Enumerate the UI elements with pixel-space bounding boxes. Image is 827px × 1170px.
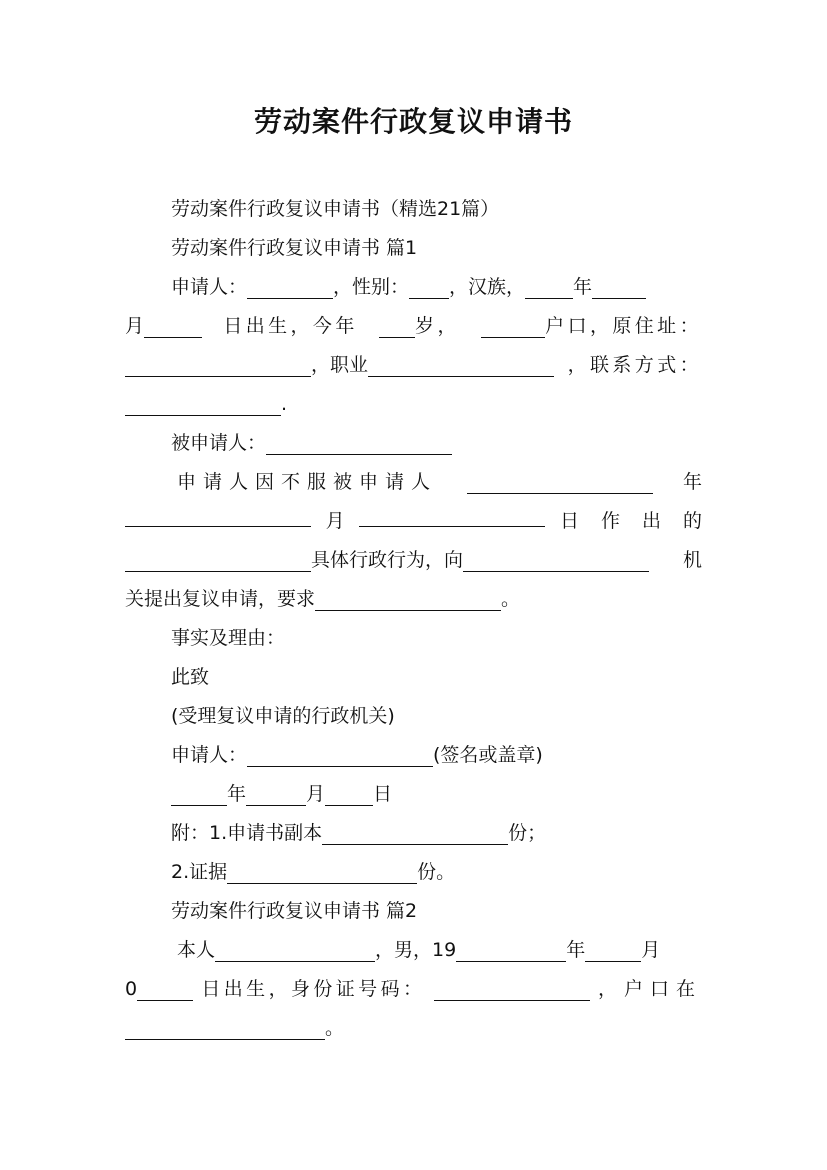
document-body: [125, 190, 724, 1048]
request-line-4: 关提出复议申请，要求 。: [125, 588, 521, 610]
self-month-blank: [585, 937, 641, 962]
born-label: 日出生，今年: [223, 315, 358, 337]
name-blank: [247, 274, 333, 299]
section-heading-2: 劳动案件行政复议申请书 篇2: [171, 900, 418, 922]
hukou-label: 户口，原住址：: [545, 315, 702, 337]
year-label: 年: [573, 276, 593, 298]
ethnicity-label: ，汉族，: [449, 276, 526, 298]
evidence-blank: [227, 859, 417, 884]
birth-month-blank: [592, 274, 646, 299]
applicant-line-1: [125, 268, 702, 307]
sign-year-blank: [171, 781, 227, 806]
applicant-line-3: [125, 346, 702, 385]
self-day-blank: [137, 976, 193, 1001]
gender-label: ，性别：: [333, 276, 410, 298]
regards-label: 此致: [171, 666, 210, 688]
request-start: 申请人因不服被申请人: [177, 471, 438, 493]
contact-blank: [125, 391, 281, 416]
decision-year-label: 年: [682, 471, 702, 493]
birth-year-blank: [525, 274, 573, 299]
id-label: 日出生，身份证号码：: [201, 978, 426, 1000]
request-line-1: [125, 463, 702, 502]
personal-line-1: 本人 ，男，19 年 月: [177, 939, 661, 961]
action-blank: [125, 547, 311, 572]
job-label: ，职业: [311, 354, 369, 376]
job-blank: [368, 352, 554, 377]
self-year-blank: [456, 937, 566, 962]
document-title: 劳动案件行政复议申请书: [253, 105, 573, 138]
respondent-blank: [266, 430, 452, 455]
personal-line-3: 。: [125, 1009, 702, 1048]
hukou-in-label: ，户口在: [597, 978, 702, 1000]
month-label: 月: [125, 315, 145, 337]
signature-line: 申请人： (签名或盖章): [171, 744, 543, 766]
age-label: 岁，: [415, 315, 460, 337]
self-name-blank: [215, 937, 375, 962]
applicant-line-4: .: [125, 385, 702, 424]
hukou-blank: [481, 313, 545, 338]
gender-blank: [409, 274, 449, 299]
request-line-3: [125, 541, 702, 580]
attachment-2: 2.证据 份。: [171, 861, 456, 883]
facts-label: 事实及理由：: [171, 627, 286, 649]
date-line: 年 月 日: [125, 775, 702, 814]
age-blank: [379, 313, 415, 338]
decision-month-blank: [125, 502, 311, 527]
decision-month-label: 月: [325, 510, 345, 532]
section-heading-1: 劳动案件行政复议申请书 篇1: [171, 237, 418, 259]
decision-day-label: 日作出的: [559, 510, 724, 532]
birth-day-blank: [144, 313, 202, 338]
address-blank: [125, 352, 311, 377]
organ-label: 机: [682, 549, 702, 571]
respondent-label: 被申请人：: [171, 432, 267, 454]
sign-day-blank: [325, 781, 373, 806]
decision-year-blank: [467, 469, 653, 494]
id-number-blank: [434, 976, 590, 1001]
organ-blank: [463, 547, 649, 572]
respondent-line: [125, 424, 702, 463]
request-line-2: [125, 502, 724, 541]
subtitle-line: 劳动案件行政复议申请书（精选21篇）: [171, 198, 500, 220]
sign-month-blank: [246, 781, 306, 806]
hukou-place-blank: [125, 1015, 325, 1040]
applicant-line-2: [125, 307, 702, 346]
attachment-1: 附：1.申请书副本 份；: [171, 822, 547, 844]
contact-label: ，联系方式：: [567, 354, 702, 376]
applicant-label: 申请人：: [171, 276, 248, 298]
decision-day-blank: [359, 502, 545, 527]
signature-blank: [247, 742, 433, 767]
demand-blank: [315, 586, 501, 611]
receiver-label: (受理复议申请的行政机关): [171, 705, 395, 727]
copies-blank: [322, 820, 508, 845]
personal-line-2: 0 日出生，身份证号码： ，户口在: [125, 970, 702, 1009]
action-label: 具体行政行为，向: [311, 549, 464, 571]
